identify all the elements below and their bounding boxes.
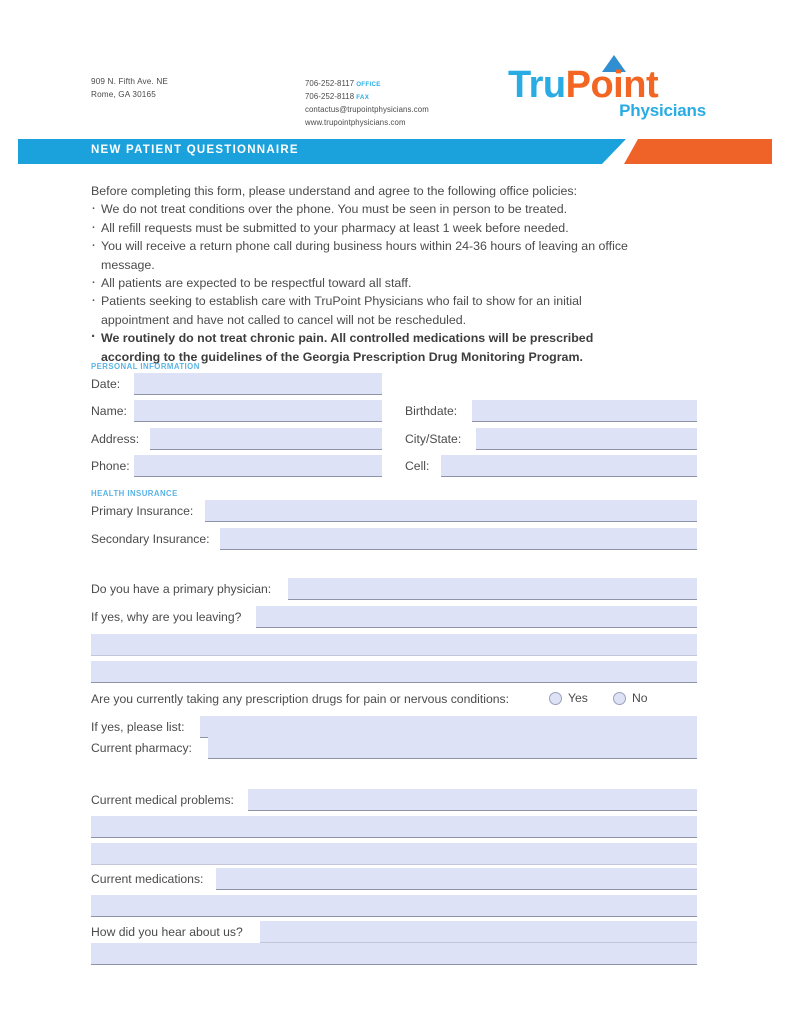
how-hear-input-line2[interactable]: [91, 943, 697, 965]
why-leaving-input-line3[interactable]: [91, 661, 697, 683]
office-phone: 706-252-8117: [305, 79, 355, 88]
clinic-address: [91, 76, 168, 101]
why-leaving-label: If yes, why are you leaving?: [91, 606, 244, 628]
radio-no-icon[interactable]: [613, 692, 626, 705]
medical-problems-input-line3[interactable]: [91, 843, 697, 865]
trupoint-logo: [508, 52, 708, 122]
titlebar-orange-band: [624, 139, 772, 164]
current-medications-input[interactable]: [216, 868, 697, 890]
secondary-insurance-label: Secondary Insurance:: [91, 528, 213, 550]
city-state-row: [405, 428, 464, 450]
cell-input[interactable]: [441, 455, 697, 477]
address-row: [91, 428, 142, 450]
logo-subtitle: Physicians: [619, 101, 706, 120]
cell-label: Cell:: [405, 455, 432, 477]
medical-problems-row: [91, 789, 237, 811]
secondary-insurance-input[interactable]: [220, 528, 697, 550]
prescription-yes-option[interactable]: [549, 691, 588, 705]
policies-intro: Before completing this form, please understand and agree to the following office policies:: [91, 184, 578, 198]
primary-insurance-input[interactable]: [205, 500, 697, 522]
logo-point: Point: [565, 64, 659, 106]
medical-problems-label: Current medical problems:: [91, 789, 237, 811]
primary-physician-label: Do you have a primary physician:: [91, 578, 274, 600]
address-line-1: 909 N. Fifth Ave. NE: [91, 77, 169, 86]
if-yes-list-row: [91, 716, 187, 738]
prescription-yes-label: Yes: [568, 691, 588, 705]
clinic-website: www.trupointphysicians.com: [305, 117, 406, 127]
date-row: [91, 373, 123, 395]
primary-insurance-label: Primary Insurance:: [91, 500, 196, 522]
current-medications-row: [91, 868, 206, 890]
fax-label: FAX: [356, 94, 370, 102]
section-label-health-insurance: HEALTH INSURANCE: [91, 489, 178, 498]
primary-physician-row: [91, 578, 274, 600]
birthdate-row: [405, 400, 460, 422]
birthdate-label: Birthdate:: [405, 400, 460, 422]
why-leaving-input[interactable]: [256, 606, 697, 628]
medical-problems-input[interactable]: [248, 789, 697, 811]
prescription-question-label: Are you currently taking any prescription drugs for pain or nervous conditions:: [91, 688, 512, 710]
current-pharmacy-label: Current pharmacy:: [91, 737, 195, 759]
address-input[interactable]: [150, 428, 382, 450]
page-title: NEW PATIENT QUESTIONNAIRE: [91, 144, 299, 156]
medical-problems-input-line2[interactable]: [91, 816, 697, 838]
phone-row: [91, 455, 133, 477]
prescription-no-option[interactable]: [613, 691, 648, 705]
if-yes-list-label: If yes, please list:: [91, 716, 187, 738]
clinic-contact: [305, 78, 429, 129]
list-item-chronic-pain: · We routinely do not treat chronic pain. All controlled medications will be prescribed according to the guidelines of the Georgia Prescription Drug Monitoring Program.: [91, 329, 651, 366]
office-label: OFFICE: [356, 81, 381, 88]
phone-label: Phone:: [91, 455, 133, 477]
address-label: Address:: [91, 428, 142, 450]
date-input[interactable]: [134, 373, 382, 395]
name-row: [91, 400, 130, 422]
list-item: · You will receive a return phone call during business hours within 24-36 hours of leaving an office message.: [91, 237, 651, 274]
section-label-personal-information: PERSONAL INFORMATION: [91, 362, 200, 371]
list-item: · All patients are expected to be respectful toward all staff.: [91, 274, 651, 292]
why-leaving-row: [91, 606, 244, 628]
policies-list: [91, 200, 651, 366]
current-pharmacy-row: [91, 737, 195, 759]
current-pharmacy-input[interactable]: [208, 737, 697, 759]
prescription-question-row: [91, 688, 512, 710]
date-label: Date:: [91, 373, 123, 395]
current-medications-label: Current medications:: [91, 868, 206, 890]
logo-wordmark: [508, 66, 658, 104]
how-hear-input[interactable]: [260, 921, 697, 943]
office-phone-row: [305, 78, 429, 91]
secondary-insurance-row: [91, 528, 213, 550]
city-state-label: City/State:: [405, 428, 464, 450]
fax-phone: 706-252-8118: [305, 92, 355, 102]
list-item: · Patients seeking to establish care with TruPoint Physicians who fail to show for an initial appointment and have not called to cancel will not be rescheduled.: [91, 292, 651, 329]
if-yes-list-input[interactable]: [200, 716, 697, 738]
name-input[interactable]: [134, 400, 382, 422]
prescription-no-label: No: [632, 691, 648, 705]
primary-physician-input[interactable]: [288, 578, 697, 600]
cell-row: [405, 455, 432, 477]
name-label: Name:: [91, 400, 130, 422]
how-hear-label: How did you hear about us?: [91, 921, 246, 943]
list-item: · All refill requests must be submitted to your pharmacy at least 1 week before needed.: [91, 219, 651, 237]
how-hear-row: [91, 921, 246, 943]
address-line-2: Rome, GA 30165: [91, 89, 156, 99]
phone-input[interactable]: [134, 455, 382, 477]
primary-insurance-row: [91, 500, 196, 522]
city-state-input[interactable]: [476, 428, 697, 450]
list-item: · We do not treat conditions over the phone. You must be seen in person to be treated.: [91, 200, 651, 218]
current-medications-input-line2[interactable]: [91, 895, 697, 917]
radio-yes-icon[interactable]: [549, 692, 562, 705]
logo-tru: Tru: [508, 64, 566, 106]
birthdate-input[interactable]: [472, 400, 697, 422]
fax-phone-row: [305, 91, 429, 104]
clinic-email: contactus@trupointphysicians.com: [305, 105, 429, 115]
office-policies: [91, 182, 651, 366]
why-leaving-input-line2[interactable]: [91, 634, 697, 656]
